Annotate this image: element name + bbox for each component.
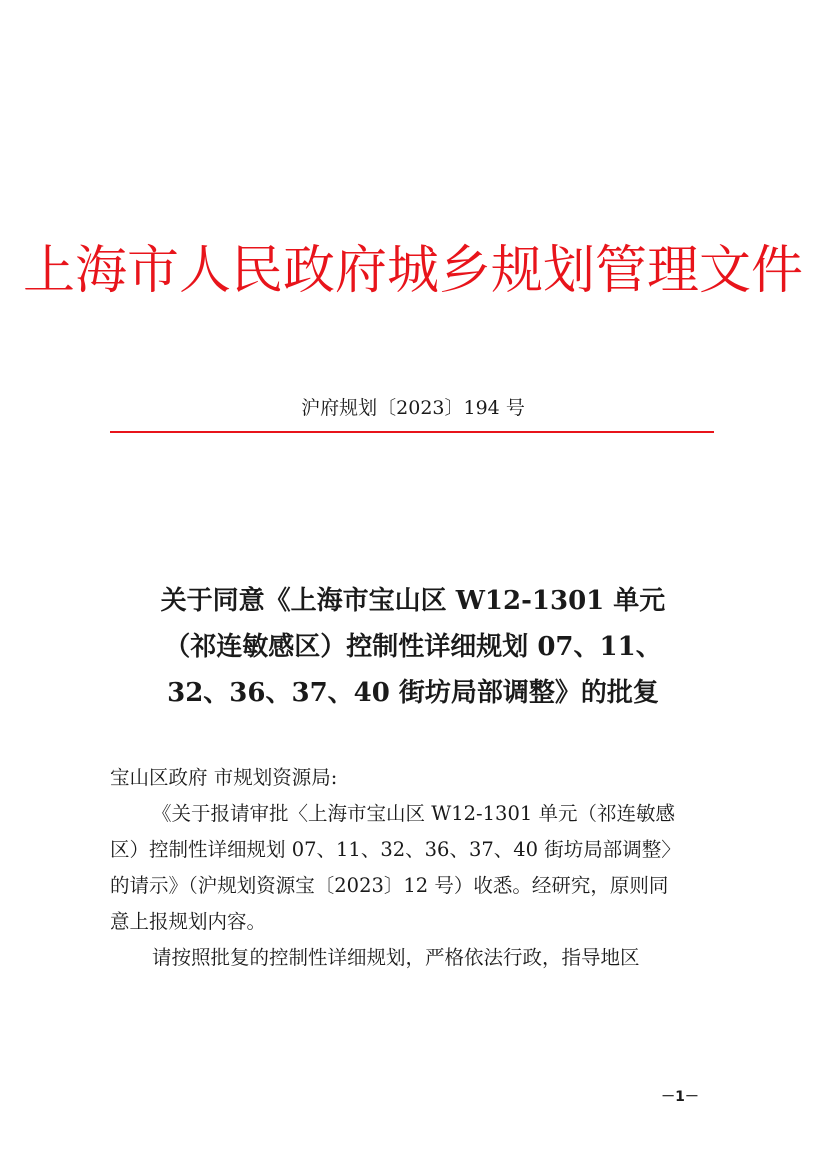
paragraph-line: 《关于报请审批〈上海市宝山区 W12-1301 单元（祁连敏感 — [152, 802, 675, 825]
paragraph-line: 的请示》（沪规划资源宝〔2023〕12 号）收悉。经研究，原则同 — [110, 874, 669, 897]
document-number: 沪府规划〔2023〕194 号 — [301, 397, 525, 419]
paragraph-line: 请按照批复的控制性详细规划，严格依法行政，指导地区 — [152, 946, 640, 969]
title-line: （祁连敏感区）控制性详细规划 07、11、 — [164, 632, 662, 662]
document-title — [110, 578, 716, 716]
red-separator-line — [110, 431, 714, 433]
page-number: －1－ — [661, 1089, 699, 1105]
title-line: 关于同意《上海市宝山区 W12-1301 单元 — [160, 586, 666, 616]
paragraph-line: 意上报规划内容。 — [110, 910, 267, 933]
title-line: 32、36、37、40 街坊局部调整》的批复 — [167, 678, 659, 708]
issuer-masthead: 上海市人民政府城乡规划管理文件 — [22, 241, 803, 301]
document-body — [110, 760, 716, 976]
recipients-line: 宝山区政府 市规划资源局: — [110, 766, 338, 789]
paragraph-line: 区）控制性详细规划 07、11、32、36、37、40 街坊局部调整〉 — [110, 838, 681, 861]
